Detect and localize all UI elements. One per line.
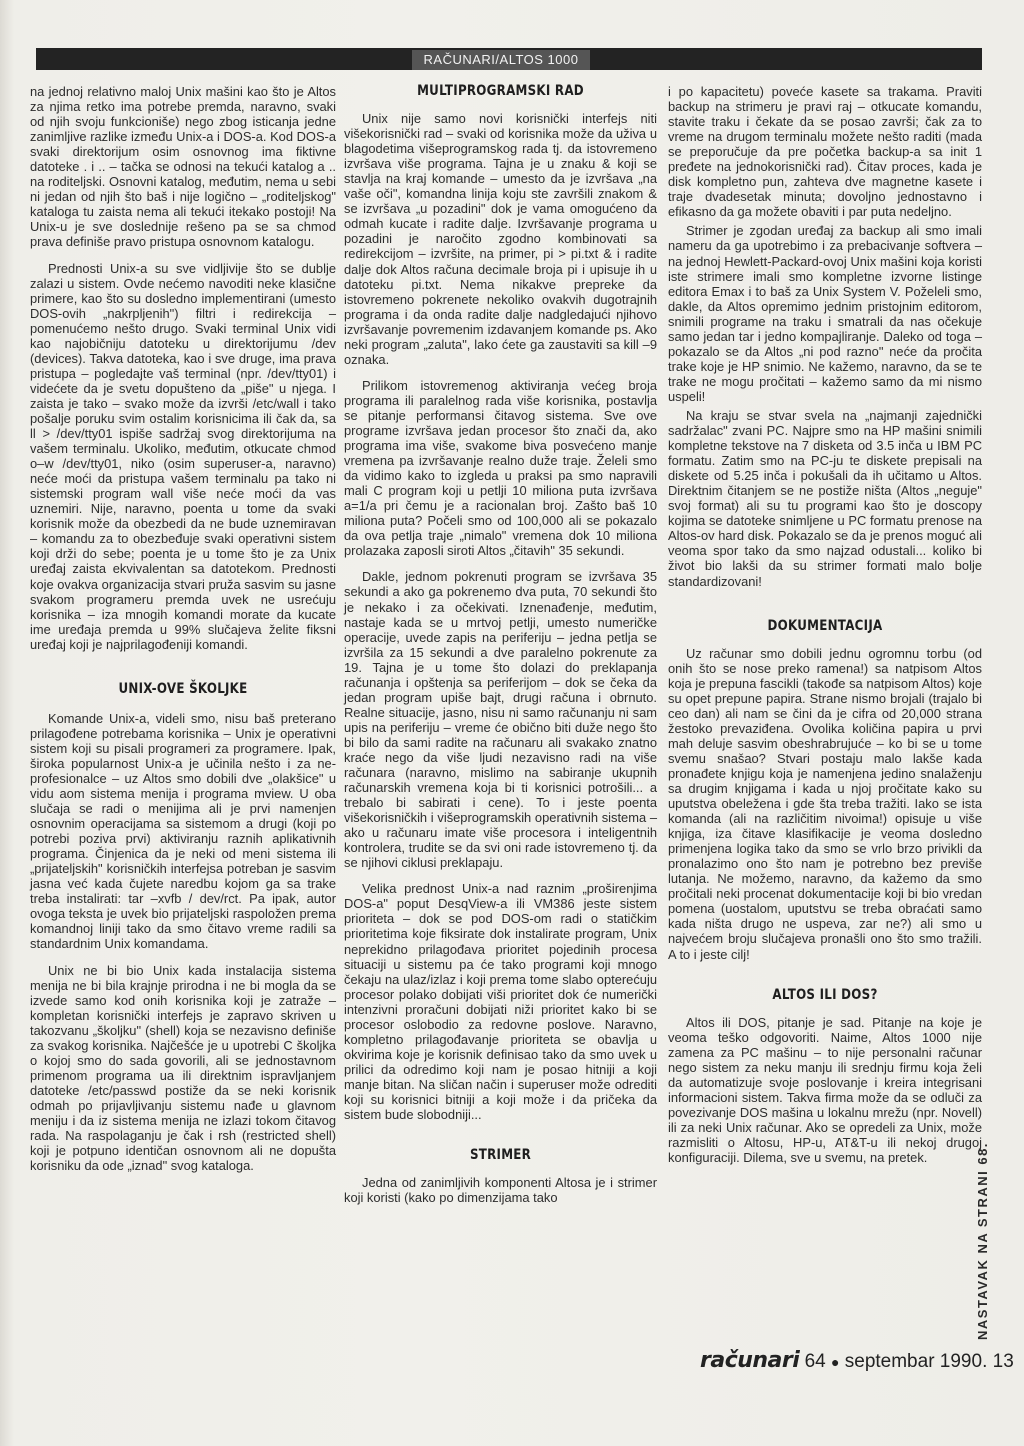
paragraph: Unix ne bi bio Unix kada instalacija sistema menija ne bi bila krajnje prirodna i ne bi mogla da se izvede samo kod onih korisnika koji je zatraže – kompletan korisnički interfejs je zapravo skriven u takozvanu „školjku" (shell) koja se nezavisno definiše za svakog korisnika. Najčešće je u upotrebi C školjka o kojoj smo do sada govorili, ali se jednostavnom primenom programa ua ili direktnim ispravljanjem datoteke /etc/passwd postiže da se neki korisnik odmah po prijavljivanju sistemu nađe u glavnom meniju i da iz sistema menija ne izlazi tokom čitavog rada. Na raspolaganju je čak i rsh (restricted shell) koji je potpuno identičan osnovnom ali ne dopušta korisniku da ode „iznad" svog kataloga. xyxy=(30,962,336,1174)
issue-number: 64 xyxy=(804,1351,826,1372)
paragraph: Prilikom istovremenog aktiviranja većeg broja programa ili paralelnog rada više korisnika, postavlja se pitanje performansi čitavog sistema. Sve ove programe izvršava jedan procesor što znači da, ako programa ima više, svakome biva posvećeno manje vremena pa izvršavanje realno duže traje. Želeli smo da vidimo kako to izgleda u praksi pa smo napravili mali C program koji u petlji 10 miliona puta izvršava a=1/a pri čemu je a racionalan broj. Zašto baš 10 miliona puta? Počeli smo od 100,000 ali se pokazalo da ova petlja traje „nimalo" vremena dok 10 miliona prolazaka zaposli siroti Altos „čitavih" 35 sekundi. xyxy=(344,377,657,559)
paragraph: i po kapacitetu) poveće kasete sa trakama. Praviti backup na strimeru je pravi raj – otkucate komandu, stavite traku i čekate da se posao završi; čak za to vreme na drugom terminalu možete nešto raditi (mada se preporučuje da pre početka backup-a sa init 1 pređete na jednokorisnički rad). Čitav proces, kada je disk kompletno pun, zahteva dve magnetne kasete i traje dvadesetak minuta; dovoljno jednostavno i efikasno da ga možete obaviti i par puta nedeljno. xyxy=(668,84,982,220)
paragraph: Uz računar smo dobili jednu ogromnu torbu (od onih što se nose preko ramena!) sa natpisom Altos koja je prepuna fascikli (takođe sa natpisom Altos) koje su opet prepune papira. Strane nismo brojali (trajalo bi ceo dan) ali nam se čini da je cifra od 20,000 strana žestoko prevaziđena. Ovolika količina papira u prvi mah deluje sasvim obeshrabrujuće – ko bi se u tome svemu snašao? Stvari postaju malo lakše kada pronađete knjigu koja je namenjena jedino snalaženju sa drugim knjigama i kada u njoj pročitate kako su uputstva obeležena i gde šta treba tražiti. Iako se ista komanda (ali na različitim nivoima!) opisuje u više knjiga, iza čitave klasifikacije je veoma dosledno primenjena logika tako da smo se vrlo brzo privikli da pronalazimo ono što nam je potrebno bez previše lutanja. Ne možemo, naravno, da kažemo da smo pročitali neki procenat dokumentacije koji bi bio vredan pomena (uostalom, uputstvu se treba obraćati samo kada ništa drugo ne uspeva, zar ne?) ali smo u najvećem broju slučajeva pronašli ono što smo tražili. A to i jeste cilj! xyxy=(668,645,982,962)
paragraph: Na kraju se stvar svela na „najmanji zajednički sadržalac" zvani PC. Najpre smo na HP mašini snimili kompletne tekstove na 7 disketa od 3.5 inča u IBM PC formatu. Zatim smo na PC-ju te diskete prepisali na diskete od 5.25 inča i pokušali da ih učitamo u Altos. Direktnim čitanjem se ne postiže ništa (Altos „neguje" svoj format) ali su tu programi kao što je doscopy kojima se datoteke snimljene u PC formatu prenose na Altos-ov hard disk. Pokazalo se da je prenos moguć ali veoma spor tako da smo najzad odustali... koliko bi život bio lakši da su strimer formati malo bolje standardizovani! xyxy=(668,407,982,589)
paragraph: Unix nije samo novi korisnički interfejs niti višekorisnički rad – svaki od korisnika može da uživa u blagodetima višeprogramskog rada tj. da istovremeno izvršava više programa. Tajna je u znaku & koji se stavlja na kraj komande – umesto da je izvršava „na vaše oči", komandna linija koju ste završili znakom & se izvršava „u pozadini" dok je vama omogućeno da odmah kucate i radite dalje. Izvršavanje programa u pozadini je naročito zgodno kombinovati sa redirekcijom – izvršite, na primer, pi > pi.txt & i radite dalje dok Altos računa decimale broja pi i upisuje ih u datoteku pi.txt. Nema nikakve prepreke da istovremeno pokrenete nekoliko ovakvih dugotrajnih programa i da onda radite dalje nadgledajući njihovo izvršavanje povremenim izdavanjem komande ps. Ako neki program „zaluta", lako ćete ga zaustaviti sa kill –9 oznaka. xyxy=(344,111,657,367)
section-heading: ALTOS ILI DOS? xyxy=(772,986,878,1003)
section-heading: DOKUMENTACIJA xyxy=(767,617,883,634)
bullet-separator: ● xyxy=(831,1353,840,1370)
paragraph: Komande Unix-a, videli smo, nisu baš preterano prilagođene potrebama korisnika – Unix je operativni sistem koji su pisali programeri za programere. Ipak, široka popularnost Unix-a je učinila nešto i za ne-profesionalce – uz Altos smo dobili dve „olakšice" u vidu aom sistema menija i programa mview. U oba slučaja se radi o menijima ali je prvi namenjen osnovnim operacijama sa sistemom a drugi (koji po potrebi poziva prvi) aktiviranju raznih aplikativnih programa. Činjenica da je neki od meni sistema ili „prijateljskih" korisničkih interfejsa potreban je sasvim jasna već kada čujete naredbu kojom ga sa trake treba instalirati: tar –xvfb / dev/rct. Pa ipak, autor ovoga teksta je uvek bio prijateljski raspoložen prema komandnoj liniji tako da smo čitavo vreme radili sa standardnim Unix komandama. xyxy=(30,710,336,952)
section-title: RAČUNARI/ALTOS 1000 xyxy=(412,50,590,70)
paragraph: Velika prednost Unix-a nad raznim „proširenjima DOS-a" poput DesqView-a ili VM386 jeste sistem prioriteta – dok se pod DOS-om radi o statičkim prioritetima koje fiksirate dok instalirate program, Unix neprekidno prilagođava prioritet pojedinih procesa situaciji u sistemu pa će tako programi koji mnogo čekaju na ulaz/izlaz i koji prema tome slabo opterećuju procesor polako dobijati viši prioritet dok će numerički intenzivni proračuni dobijati niži prioritet kako bi se procesor oslobodio za redovne poslove. Naravno, kompletno prilagođavanje prioriteta se obavlja u okvirima koje je korisnik definisao tako da smo uvek u prilici da odredimo koji nam je posao hitniji a koji manje bitan. Na sličan način i superuser može odrediti koji su korisnici bitniji a koji može i da pričeka da sistem bude slobodniji... xyxy=(344,881,657,1123)
issue-date: septembar 1990. xyxy=(844,1351,988,1372)
column-2 xyxy=(344,84,657,1205)
paragraph: Altos ili DOS, pitanje je sad. Pitanje na koje je veoma teško odgovoriti. Naime, Altos 1000 nije zamena za PC mašinu – to nije personalni računar nego sistem za neku manju ili srednju firmu koja želi da automatizuje svoje poslovanje i kreira integrisani informacioni sistem. Takva firma može da se odluči za povezivanje DOS mašina u lokalnu mrežu (npr. Novell) ili za neki Unix računar. Ako se opredeli za Unix, može razmisliti o Altosu, HP-u, AT&T-u ili nekoj drugoj konfiguraciji. Dilema, sve u svemu, na pretek. xyxy=(668,1014,982,1166)
column-3 xyxy=(668,84,982,1165)
page-number: 13 xyxy=(992,1351,1014,1372)
page-footer xyxy=(700,1348,1014,1373)
section-heading: UNIX-OVE ŠKOLJKE xyxy=(118,680,248,697)
paragraph: Jedna od zanimljivih komponenti Altosa je i strimer koji koristi (kako po dimenzijama tako xyxy=(344,1175,657,1206)
section-heading: MULTIPROGRAMSKI RAD xyxy=(417,83,584,99)
paragraph: Dakle, jednom pokrenuti program se izvršava 35 sekundi a ako ga pokrenemo dva puta, 70 sekundi što je nekako i za očekivati. Iznenađenje, međutim, nastaje kada se u mrtvoj petlji, umesto numeričke operacije, uvede zapis na periferiju – jedna petlja se izvršila za 15 sekundi a dve paralelno pokrenute za 19. Tajna je u tome što dolazi do preklapanja računanja i opštenja sa periferijom – dok se čeka da jedan program upiše bajt, drugi računa i obrnuto. Realne situacije, jasno, nisu ni samo računanju ni sam upis na periferiju – vreme će obično biti duže nego što bi bilo da sami radite na računaru ali svakako znatno kraće nego da više ljudi nezavisno radi na više računara (naravno, mislimo na sabiranje ukupnih računarskih vremena koja bi ti korisnici potrošili... a trebalo bi sabirati i cene). To i jeste poenta višekorisničkih i višeprogramskih operativnih sistema – ako u računaru imate više procesora i inteligentnih kontrolera, trudite se da svi oni rade istovremeno tj. da se njihovi ciklusi preklapaju. xyxy=(344,569,657,871)
paragraph: na jednoj relativno maloj Unix mašini kao što je Altos za njima retko ima potrebe premda, naravno, svaki od njih svoju funkcioniše) nego zbog isticanja jedne zanimljive razlike između Unix-a i DOS-a. Kod DOS-a svaki direktorijum osim osnovnog ima fiktivne datoteke . i .. – tačka se odnosi na tekući katalog a .. na roditeljski. Osnovni katalog, međutim, nema u sebi ni jedan od njih što baš i nije logično – „roditeljskog" kataloga tu zaista nema ali tekući itekako postoji! Na Unix-u je sve doslednije rešeno pa se sa chmod prava definiše pravo pristupa osnovnom katalogu. xyxy=(30,84,336,250)
continuation-note: NASTAVAK NA STRANI 68. xyxy=(975,1142,990,1340)
column-1 xyxy=(30,84,336,1173)
paragraph: Strimer je zgodan uređaj za backup ali smo imali nameru da ga upotrebimo i za prebacivanje softvera – na jednoj Hewlett-Packard-ovoj Unix mašini koja koristi iste strimere imali smo kompletne izvorne listinge editora Emax i to baš za Unix System V. Poželeli smo, dakle, da Altos opremimo jednim pristojnim editorom, snimili programe na traku i smatrali da nas očekuje samo jedan tar i jedno kompajliranje. Daleko od toga – pokazalo se da Altos „ni pod razno" neće da pročita trake koje je HP snimio. Ne kažemo, naravno, da se te trake ne mogu pročitati – kažemo samo da mi nismo uspeli! xyxy=(668,223,982,404)
paragraph: Prednosti Unix-a su sve vidljivije što se dublje zalazi u sistem. Ovde nećemo navoditi neke klasične primere, kao što su dosledno implementirani (umesto DOS-ovih „nakrpljenih") filtri i redirekcija – pomenućemo nešto drugo. Svaki terminal Unix vidi kao najobičniju datoteku u direktorijumu /dev (devices). Takva datoteka, kao i sve druge, ima prava pristupa – pogledajte vaš terminal (npr. /dev/tty01) i videćete da je svetu dopušteno da „piše" u njega. I zaista je tako – svako može da izvrši /etc/wall i tako pošalje poruku svim ostalim korisnicima ili čak da, sa ll > /dev/tty01 ispiše sadržaj svog direktorijuma na vašem terminalu. Ukoliko, međutim, otkucate chmod o–w /dev/tty01, niko (osim superuser-a, naravno) neće moći da pristupa vašem terminalu pa tako ni sistemski program wall više neće moći da vas uznemiri. Nije, naravno, poenta u tome da svaki korisnik može da obezbedi da ne bude uznemiravan – komandu za to obezbeđuje svaki operativni sistem koji drži do sebe; poenta je u tome što je za Unix uređaj zaista ekvivalentan sa datotekom. Prednosti koje ovakva organizacija stvari pruža sasvim su jasne svakom programeru premda uvek ne usrećuju korisnika – iza mnogih komandi morate da kucate ime uređaja premda u 99% slučajeva želite fiksni uređaj koji je najprilagođeniji komandi. xyxy=(30,260,336,652)
magazine-logo: računari xyxy=(700,1348,800,1373)
section-heading: STRIMER xyxy=(469,1147,532,1164)
